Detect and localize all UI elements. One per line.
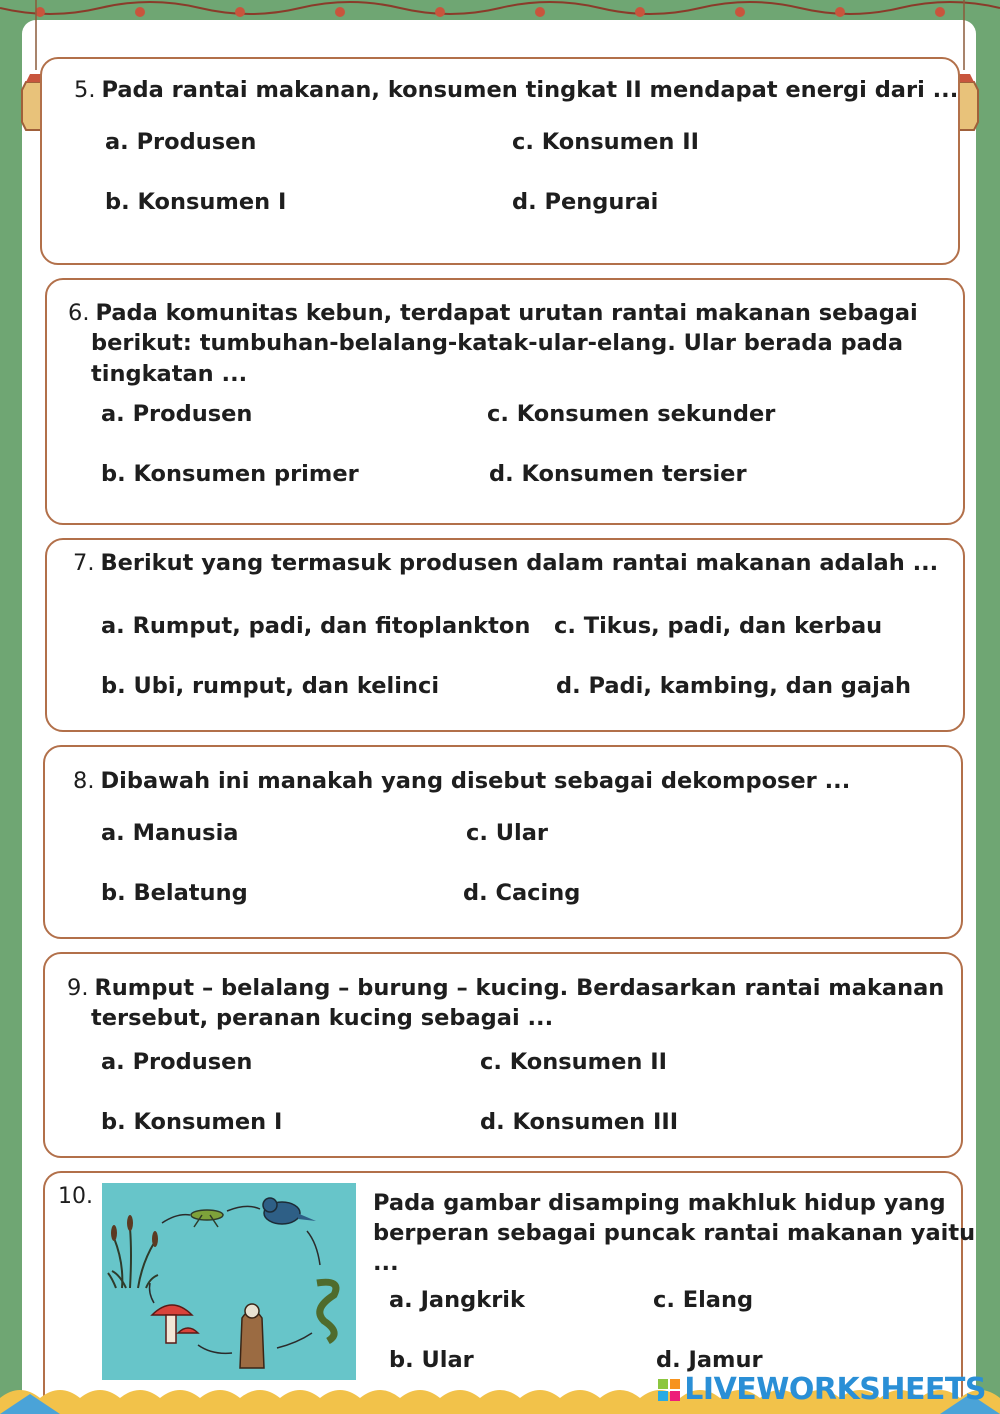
q6-option-b[interactable]: b. Konsumen primer [101, 461, 359, 487]
question-10-number: 10. [58, 1184, 93, 1209]
q8-option-b[interactable]: b. Belatung [101, 880, 248, 906]
q9-option-b[interactable]: b. Konsumen I [101, 1109, 283, 1135]
q7-option-a[interactable]: a. Rumput, padi, dan fitoplankton [101, 613, 531, 639]
question-6-text-line3: tingkatan ... [91, 361, 248, 387]
question-10-text-line1: Pada gambar disamping makhluk hidup yang [373, 1190, 946, 1216]
q8-option-d[interactable]: d. Cacing [463, 880, 581, 906]
liveworksheets-icon [658, 1379, 680, 1401]
q5-option-b[interactable]: b. Konsumen I [105, 189, 287, 215]
q5-option-a[interactable]: a. Produsen [105, 129, 257, 155]
q6-option-c[interactable]: c. Konsumen sekunder [487, 401, 776, 427]
q5-option-d[interactable]: d. Pengurai [512, 189, 659, 215]
q9-option-a[interactable]: a. Produsen [101, 1049, 253, 1075]
q10-option-c[interactable]: c. Elang [653, 1287, 754, 1313]
q7-option-b[interactable]: b. Ubi, rumput, dan kelinci [101, 673, 440, 699]
question-8-text: 8. Dibawah ini manakah yang disebut sebagai dekomposer ... [73, 768, 851, 794]
q8-option-c[interactable]: c. Ular [466, 820, 548, 846]
question-6-text: 6. Pada komunitas kebun, terdapat urutan rantai makanan sebagai [68, 300, 918, 326]
q7-option-d[interactable]: d. Padi, kambing, dan gajah [556, 673, 912, 699]
q9-option-c[interactable]: c. Konsumen II [480, 1049, 667, 1075]
food-chain-picture [102, 1183, 356, 1380]
question-9-text-line2: tersebut, peranan kucing sebagai ... [91, 1005, 554, 1031]
question-10-text-line2: berperan sebagai puncak rantai makanan yaitu [373, 1220, 976, 1246]
q10-option-b[interactable]: b. Ular [389, 1347, 474, 1373]
liveworksheets-logo: LIVEWORKSHEETS [658, 1372, 986, 1407]
q6-option-a[interactable]: a. Produsen [101, 401, 253, 427]
q10-option-a[interactable]: a. Jangkrik [389, 1287, 525, 1313]
q8-option-a[interactable]: a. Manusia [101, 820, 239, 846]
q7-option-c[interactable]: c. Tikus, padi, dan kerbau [554, 613, 883, 639]
question-6-text-line2: berikut: tumbuhan-belalang-katak-ular-elang. Ular berada pada [91, 330, 904, 356]
question-9-text: 9. Rumput – belalang – burung – kucing. Berdasarkan rantai makanan [67, 975, 945, 1001]
question-10-text-line3: ... [373, 1250, 399, 1276]
q9-option-d[interactable]: d. Konsumen III [480, 1109, 679, 1135]
q5-option-c[interactable]: c. Konsumen II [512, 129, 699, 155]
question-7-text: 7. Berikut yang termasuk produsen dalam rantai makanan adalah ... [73, 550, 939, 576]
q6-option-d[interactable]: d. Konsumen tersier [489, 461, 747, 487]
q10-option-d[interactable]: d. Jamur [656, 1347, 763, 1373]
question-5-text: 5. Pada rantai makanan, konsumen tingkat II mendapat energi dari ... [74, 77, 959, 103]
